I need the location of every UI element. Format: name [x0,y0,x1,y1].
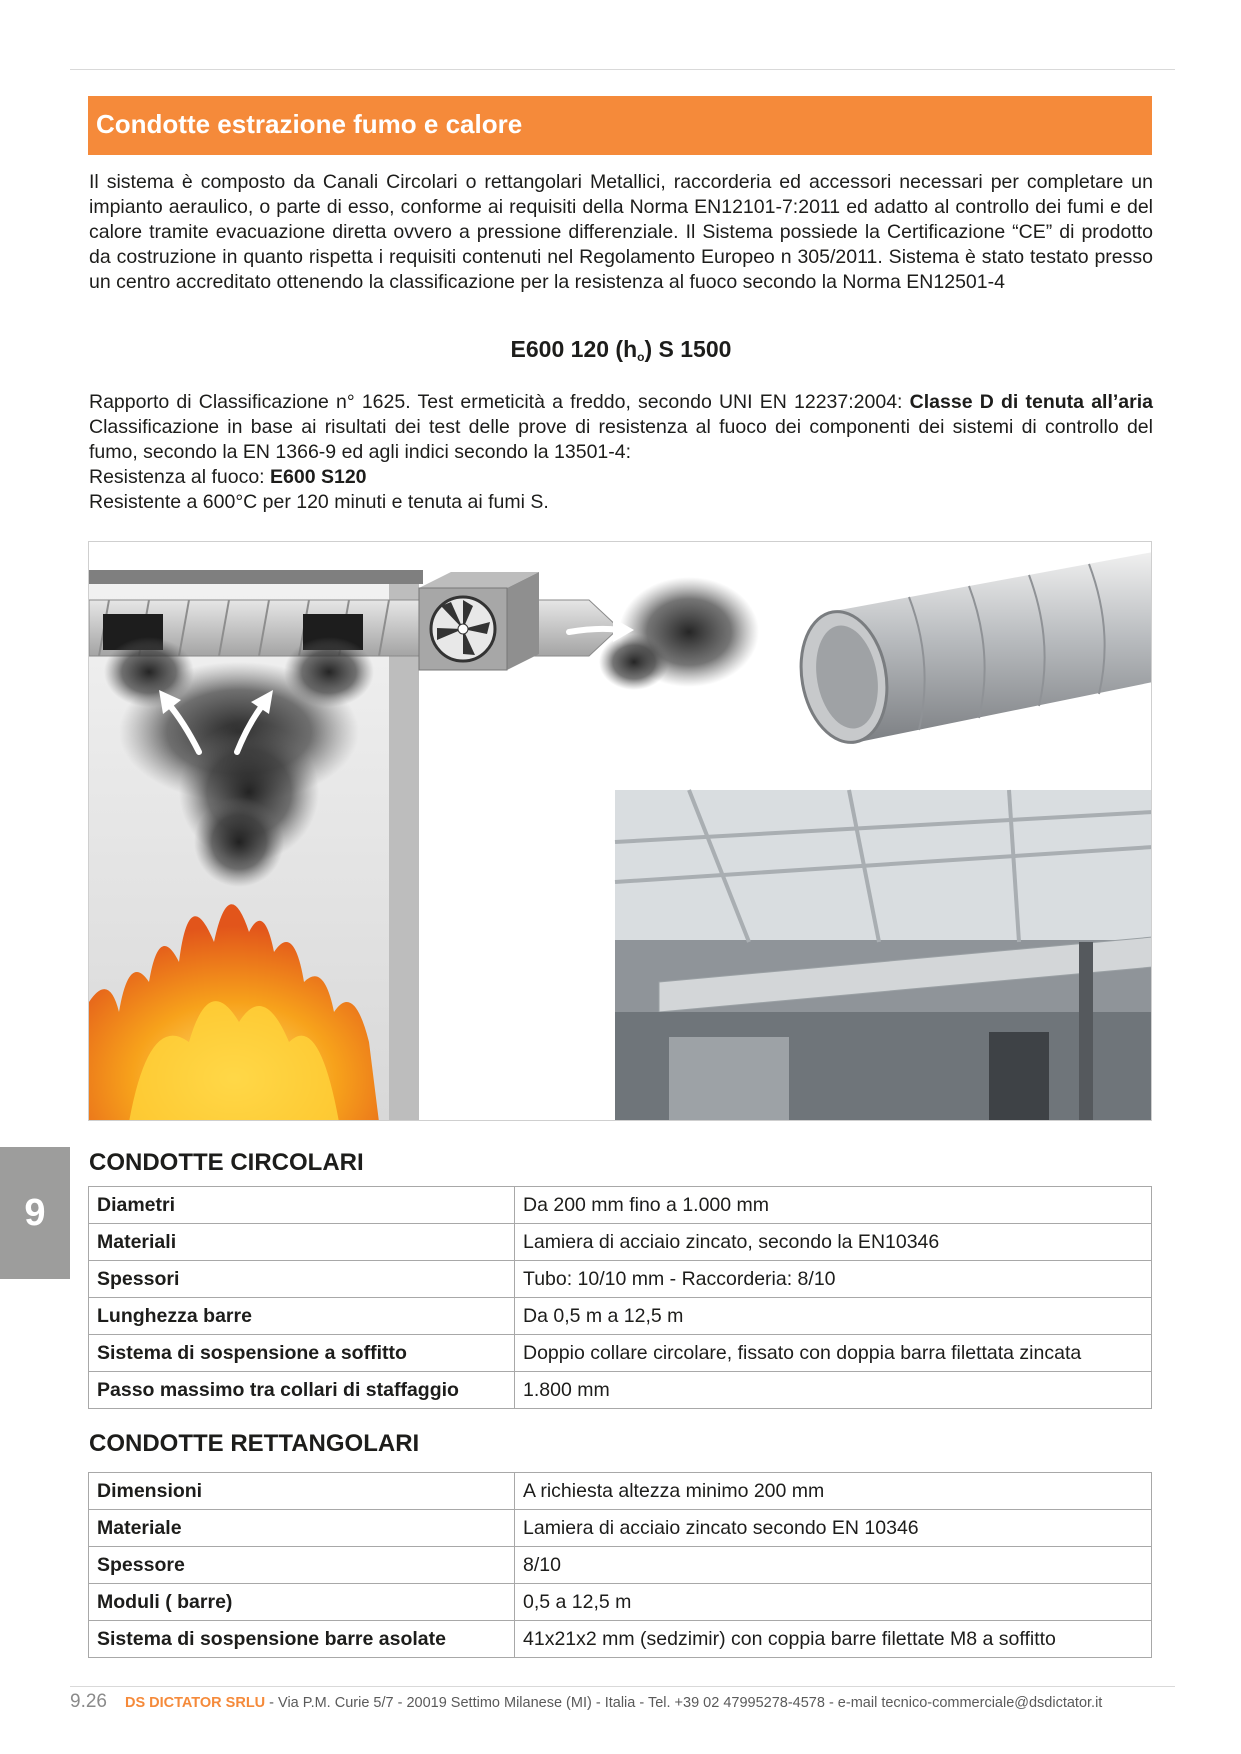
table-row [89,1473,1152,1510]
row-key: Sistema di sospensione barre asolate [89,1621,515,1658]
row-value: Da 200 mm fino a 1.000 mm [515,1187,1152,1224]
report-text-1: Rapporto di Classificazione n° 1625. Test ermeticità a freddo, secondo UNI EN 12237:2004: [89,391,910,413]
page-number: 9.26 [70,1691,107,1712]
row-value: 41x21x2 mm (sedzimir) con coppia barre filettate M8 a soffitto [515,1621,1152,1658]
table-row [89,1335,1152,1372]
fire-resistance-label: Resistenza al fuoco: [89,466,271,488]
row-key: Sistema di sospensione a soffitto [89,1335,515,1372]
chapter-tab: 9 [0,1147,70,1279]
classification-pre: E600 120 (h [510,336,638,362]
classification-code [89,335,1153,371]
top-rule [70,69,1175,70]
row-value: Doppio collare circolare, fissato con doppia barra filettata zincata [515,1335,1152,1372]
row-value: Tubo: 10/10 mm - Raccorderia: 8/10 [515,1261,1152,1298]
table-row [89,1187,1152,1224]
report-text-2: Classificazione in base ai risultati dei test delle prove di resistenza al fuoco dei componenti dei sistemi di controllo del fumo, secondo la EN 1366-9 ed agli indici secondo la 13501-4: [89,416,1153,463]
row-key: Materiali [89,1224,515,1261]
classification-post: ) S 1500 [644,336,732,362]
row-key: Materiale [89,1510,515,1547]
row-value: 1.800 mm [515,1372,1152,1409]
row-value: A richiesta altezza minimo 200 mm [515,1473,1152,1510]
table-row [89,1261,1152,1298]
classification-sub: o [637,350,645,364]
table-row [89,1584,1152,1621]
spiral-pipe-photo [791,552,1152,749]
row-key: Spessori [89,1261,515,1298]
fire-resistance-value: E600 S120 [270,466,367,488]
intro-paragraph: Il sistema è composto da Canali Circolari o rettangolari Metallici, raccorderia ed accessori necessari per completare un impianto aeraulico, o parte di esso, conforme ai requisiti della Norma EN12101-7:2011 ed adatto al controllo dei fumi e del calore tramite evacuazione diretta ovvero a pressione differenziale. Il Sistema possiede la Certificazione “CE” di prodotto da costruzione in quanto rispetta i requisiti contenuti nel Regolamento Europeo n 305/2011. Sistema è stato testato presso un centro accreditato ottenendo la classificazione per la resistenza al fuoco secondo la Norma EN12501-4 [89,171,1153,293]
row-value: Lamiera di acciaio zincato secondo EN 10346 [515,1510,1152,1547]
row-key: Dimensioni [89,1473,515,1510]
resistance-line: Resistente a 600°C per 120 minuti e tenuta ai fumi S. [89,491,549,513]
spec-table-rettangolari [88,1472,1152,1658]
table-row [89,1547,1152,1584]
table-row [89,1298,1152,1335]
table-row [89,1510,1152,1547]
table-row [89,1224,1152,1261]
company-address: - Via P.M. Curie 5/7 - 20019 Settimo Milanese (MI) - Italia - Tel. +39 02 47995278-4578 - e-mail tecnico-commerciale@dsdictator.it [265,1695,1103,1711]
row-key: Lunghezza barre [89,1298,515,1335]
table-title-rettangolari: CONDOTTE RETTANGOLARI [89,1430,420,1457]
company-name: DS DICTATOR SRLU [124,1695,266,1711]
table-title-circolari: CONDOTTE CIRCOLARI [89,1149,364,1176]
spec-table-circolari [88,1186,1152,1409]
row-value: 8/10 [515,1547,1152,1584]
row-key: Diametri [89,1187,515,1224]
row-value: Lamiera di acciaio zincato, secondo la EN10346 [515,1224,1152,1261]
row-key: Passo massimo tra collari di staffaggio [89,1372,515,1409]
extraction-fan [419,572,539,670]
section-title: Condotte estrazione fumo e calore [88,96,1152,155]
report-paragraph [89,390,1153,515]
row-key: Spessore [89,1547,515,1584]
smoke-extraction-diagram [89,542,1152,1121]
row-value: Da 0,5 m a 12,5 m [515,1298,1152,1335]
table-row [89,1621,1152,1658]
row-key: Moduli ( barre) [89,1584,515,1621]
footer-rule [70,1686,1175,1687]
footer [70,1690,1102,1715]
warehouse-photo [615,790,1152,1121]
illustration-panel [88,541,1152,1121]
report-bold-class: Classe D di tenuta all’aria [909,391,1153,413]
table-row [89,1372,1152,1409]
row-value: 0,5 a 12,5 m [515,1584,1152,1621]
